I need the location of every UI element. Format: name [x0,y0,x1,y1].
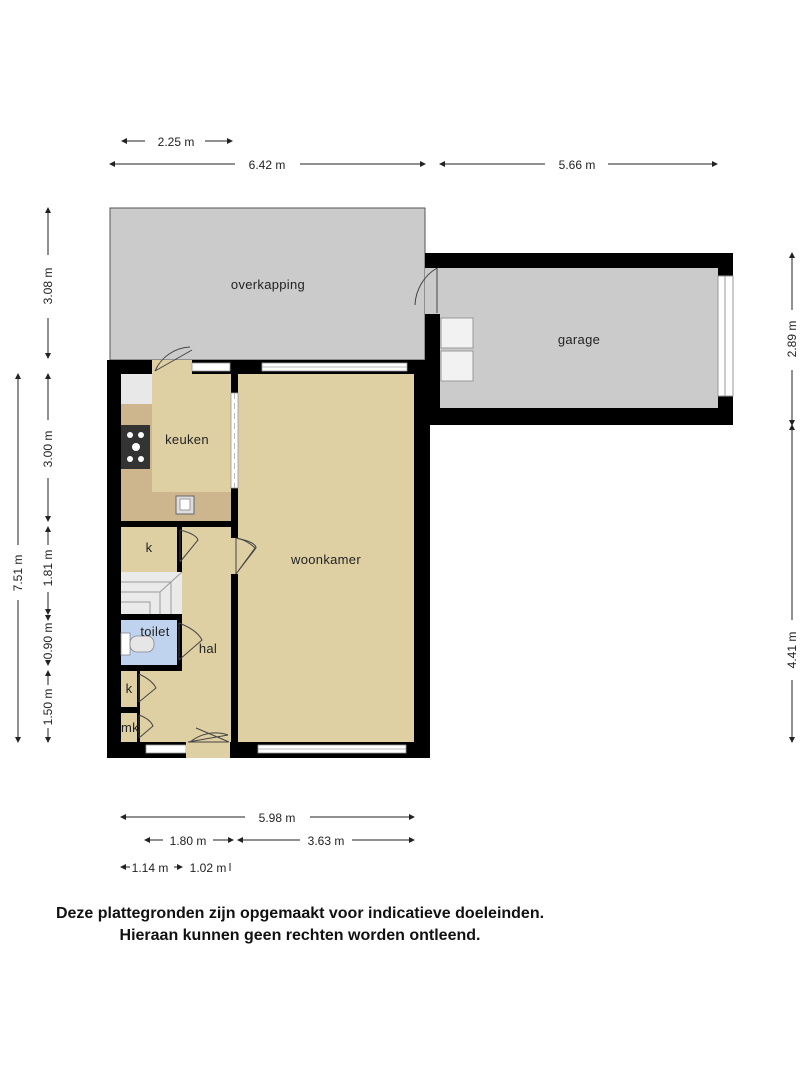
stairs [121,572,182,614]
garage-door-opening [425,268,440,314]
dim-bottom-total: 5.98 m [258,811,296,825]
dim-bottom-102: 1.02 m [189,861,227,875]
wall-keuken-bottom [121,521,231,527]
front-door-opening [186,742,230,758]
label-toilet: toilet [140,624,170,639]
disclaimer [0,903,600,947]
dim-bottom-hal: 1.80 m [169,834,207,848]
garage-appliance-2 [441,351,473,381]
disclaimer-line-2: Hieraan kunnen geen rechten worden ontleend. [119,927,481,944]
label-hal: hal [198,641,218,656]
disclaimer-line-1: Deze plattegronden zijn opgemaakt voor indicatieve doeleinden. [55,905,545,922]
dim-left-181: 1.81 m [41,549,55,587]
dim-bottom-woonkamer: 3.63 m [307,834,345,848]
hal-floor-lower [140,668,231,742]
keuken-tiles [121,374,152,404]
dim-left-keuken: 3.00 m [41,430,55,468]
label-k1: k [145,540,153,555]
toilet-bowl [121,633,130,655]
label-mk: mk [121,720,139,735]
dim-right-garage: 2.89 m [785,320,799,358]
label-overkapping: overkapping [230,277,306,292]
dim-top-left: 6.42 m [248,158,286,172]
dim-top-small: 2.25 m [157,135,195,149]
dim-left-090: 0.90 m [41,622,55,660]
garage-appliance-1 [441,318,473,348]
label-garage: garage [557,332,601,347]
dim-bottom-114: 1.14 m [131,861,169,875]
dim-top-right: 5.66 m [558,158,596,172]
dim-left-total: 7.51 m [11,554,25,592]
label-k2: k [125,681,133,696]
keuken-door-opening [152,360,192,374]
front-window [146,745,186,753]
dim-right-441: 4.41 m [785,631,799,669]
dim-left-150: 1.50 m [41,688,55,726]
label-keuken: keuken [165,432,209,447]
dim-left-overkapping: 3.08 m [41,267,55,305]
label-woonkamer: woonkamer [291,552,361,567]
